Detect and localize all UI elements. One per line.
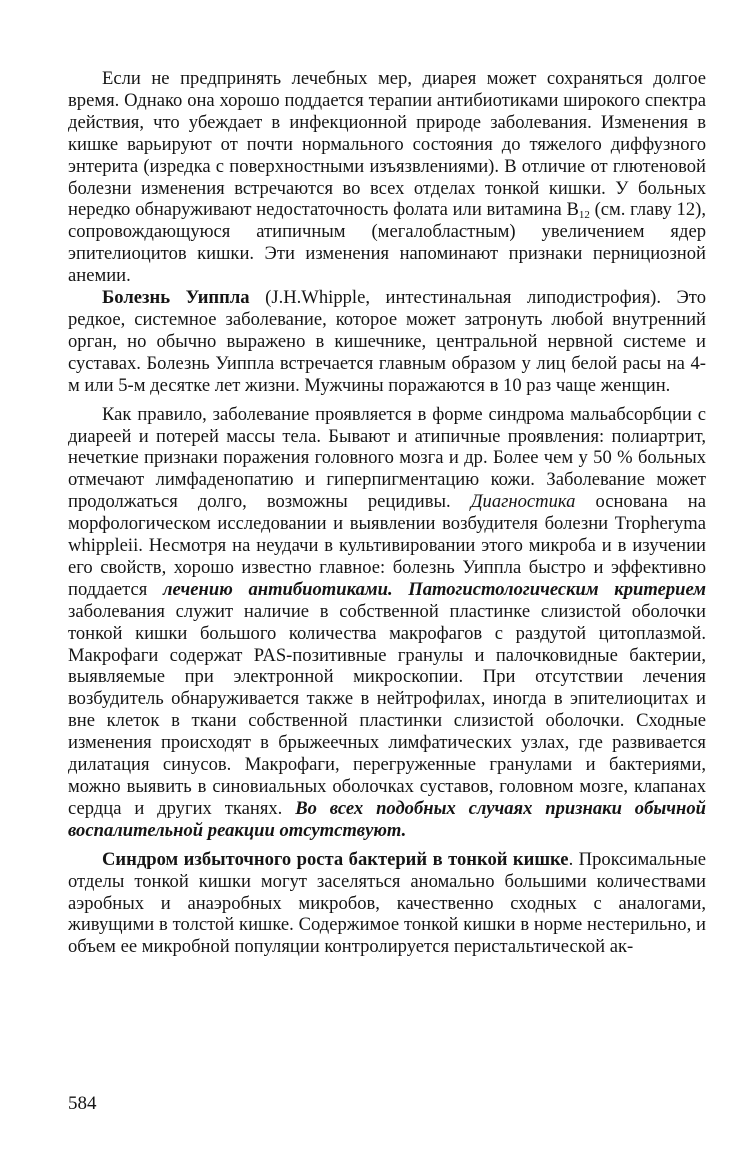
emphasis-no-inflammation: Во всех подобных случаях признаки обычной воспалительной реакции отсутствуют. [68,797,706,841]
section-term-whipple: Болезнь Уиппла [102,287,250,309]
section-term-overgrowth: Синдром избыточного роста бактерий в тонкой кишке [102,848,569,870]
paragraph-text: Как правило, заболевание проявляется в форме синдрома мальабсорбции с диареей и потерей массы тела. Бывают и атипичные проявления: полиартрит, нечеткие признаки поражения головного мозга и др. Более чем у 50 % больных отмечают лимфаденопатию и гиперпигментацию кожи. Заболевание может продолжаться долго, возможны рецидивы. [68,403,706,513]
paragraph-whipple-details [68,404,706,842]
page-number: 584 [68,1093,97,1114]
paragraph-text: . Проксимальные отделы тонкой кишки могут заселяться аномально большими количествами аэробных и анаэробных микробов, качественно сходных с аналогами, живущими в толстой кишке. Содержимое тонкой кишки в норме нестерильно, и объем ее микробной популяции контролируется перистальтической ак- [68,848,706,958]
paragraph-text: заболевания служит наличие в собственной пластинке слизистой оболочки тонкой кишки большого количества макрофагов с раздутой цитоплазмой. Макрофаги содержат PAS-позитивные гранулы и палочковидные бактерии, выявляемые при электронной микроскопии. При отсутствии лечения возбудитель обнаруживается также в нейтрофилах, иногда в эпителиоцитах и вне клеток в ткани собственной пластинки слизистой оболочки. Сходные изменения происходят в брыжеечных лимфатических узлах, где развивается дилатация синусов. Макрофаги, перегруженные гранулами и бактериями, можно выявить в синовиальных оболочках суставов, головном мозге, клапанах сердца и других тканях. [68,600,706,819]
paragraph-text: (J.H.Whipple, интестинальная липодистрофия). Это редкое, системное заболевание, которое может затронуть любой внутренний орган, но обычно выражено в кишечнике, центральной нервной системе и суставах. Болезнь Уиппла встречается главным образом у лиц белой расы на 4-м или 5-м десятке лет жизни. Мужчины поражаются в 10 раз чаще женщин. [68,287,706,396]
page-body [68,68,706,958]
subscript-12: 12 [578,209,590,222]
paragraph-bacterial-overgrowth [68,849,706,959]
paragraph-vitamin-deficiency [68,68,706,287]
paragraph-whipple-disease [68,287,706,397]
paragraph-text: Если не предпринять лечебных мер, диарея может сохраняться долгое время. Однако она хорошо поддается терапии антибиотиками широкого спектра действия, что убеждает в инфекционной природе заболевания. Изменения в кишке варьируют от почти нормального состояния до тяжелого диффузного энтерита (изредка с поверхностными изъязвлениями). В отличие от глютеновой болезни изменения встречаются во всех отделах тонкой кишки. У больных нередко обнаруживают недостаточность фолата или витамина B [68,68,706,221]
paragraph-text: (см. главу 12), сопровождающуюся атипичным (мегалобластным) увеличением ядер эпителиоцитов кишки. Эти изменения напоминают признаки пернициозной анемии. [68,199,706,287]
paragraph-text: основана на морфологическом исследовании и выявлении возбудителя болезни Tropheryma whippleii. Несмотря на неудачи в культивировании этого микроба и в изучении его свойств, хорошо известно главное: болезнь Уиппла быстро и эффективно поддается [68,491,706,600]
emphasis-diagnostics: Диагностика [470,491,576,513]
emphasis-treatment-criterion: лечению антибиотиками. Патогистологическим критерием [162,578,706,600]
